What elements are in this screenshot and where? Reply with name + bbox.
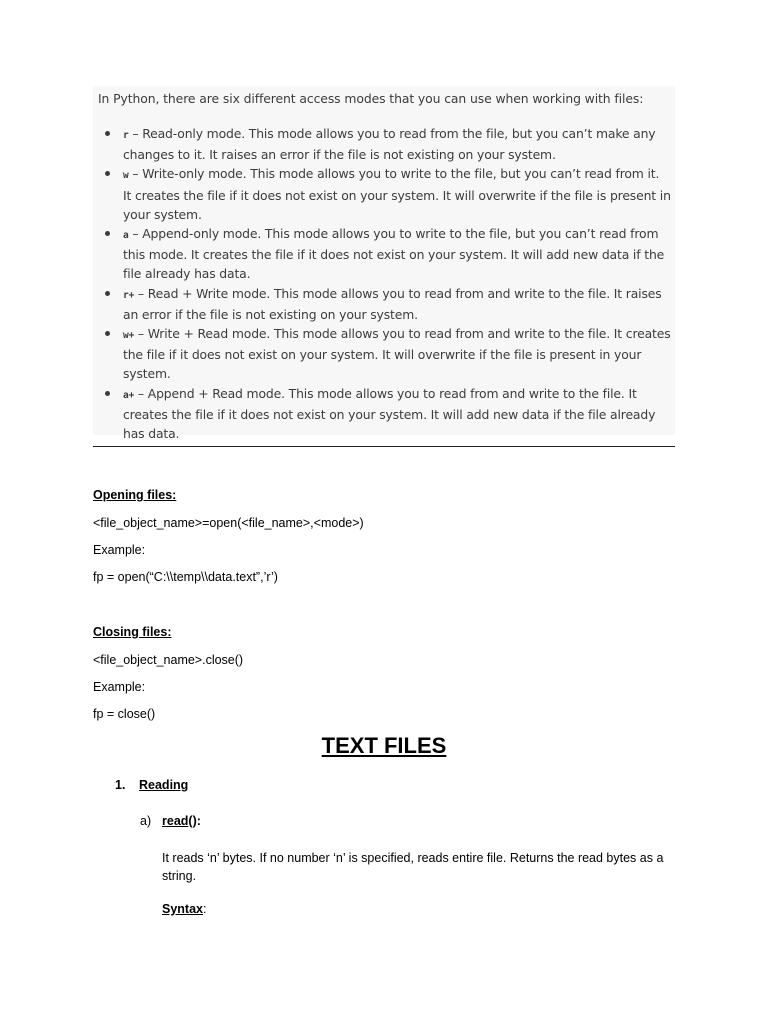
mode-code: r+ [123, 289, 135, 301]
item-label: Reading [139, 778, 189, 792]
mode-description: – Write + Read mode. This mode allows you to read from and write to the file. It creates the file if it does not exist on your system. It will overwrite if the file is present in your system. [123, 326, 671, 382]
syntax-label: Syntax [162, 902, 203, 916]
closing-example-label: Example: [93, 680, 146, 694]
mode-item-r-plus [93, 284, 675, 324]
bullet-icon [105, 171, 110, 176]
mode-code: w [123, 170, 129, 182]
mode-description: – Append + Read mode. This mode allows you to read from and write to the file. It creates the file if it does not exist on your system. It will add new data if the file already has data. [123, 385, 656, 442]
horizontal-divider [93, 446, 675, 447]
bullet-icon [105, 331, 110, 336]
access-modes-intro: In Python, there are six different access modes that you can use when working with files: [98, 91, 644, 106]
numbered-item-reading [115, 778, 188, 792]
mode-item-a-plus [93, 384, 675, 444]
closing-files-heading: Closing files: [93, 625, 172, 639]
bullet-icon [105, 391, 110, 396]
sub-item-label: read [162, 814, 189, 828]
mode-description: – Read-only mode. This mode allows you to read from the file, but you can’t make any changes to it. It raises an error if the file is not existing on your system. [123, 126, 656, 163]
mode-code: a+ [123, 389, 135, 401]
closing-syntax: <file_object_name>.close() [93, 653, 244, 667]
bullet-icon [105, 291, 110, 296]
sub-item-read [140, 814, 201, 828]
mode-code: a [123, 230, 129, 242]
read-description: It reads ‘n’ bytes. If no number ‘n’ is specified, reads entire file. Returns the read bytes as a string. [162, 851, 664, 883]
closing-example: fp = close() [93, 707, 156, 721]
sub-item-suffix: (): [188, 814, 201, 828]
syntax-suffix: : [203, 902, 207, 916]
access-modes-list [93, 124, 675, 443]
mode-code: w+ [123, 330, 135, 342]
opening-example: fp = open(“C:\\temp\\data.text”,’r’) [93, 570, 278, 584]
mode-item-a [93, 224, 675, 284]
access-modes-screenshot [93, 86, 675, 442]
mode-item-w [93, 164, 675, 224]
opening-example-label: Example: [93, 543, 146, 557]
bullet-icon [105, 231, 110, 236]
section-title: TEXT FILES [321, 733, 447, 758]
bullet-icon [105, 131, 110, 136]
item-number: 1. [115, 778, 126, 792]
mode-item-r [93, 124, 675, 164]
mode-description: – Write-only mode. This mode allows you to write to the file, but you can’t read from it. It creates the file if it does not exist on your system. It will overwrite if the file is present in your system. [123, 166, 671, 222]
sub-item-letter: a) [140, 814, 152, 828]
opening-files-heading: Opening files: [93, 488, 177, 502]
mode-code: r [123, 130, 129, 141]
mode-description: – Append-only mode. This mode allows you to write to the file, but you can’t read from this mode. It creates the file if it does not exist on your system. It will add new data if the file already has data. [123, 226, 665, 282]
mode-description: – Read + Write mode. This mode allows you to read from and write to the file. It raises an error if the file is not existing on your system. [123, 285, 662, 322]
mode-item-w-plus [93, 324, 675, 384]
opening-syntax: <file_object_name>=open(<file_name>,<mode>) [93, 516, 364, 530]
syntax-heading [162, 902, 206, 916]
